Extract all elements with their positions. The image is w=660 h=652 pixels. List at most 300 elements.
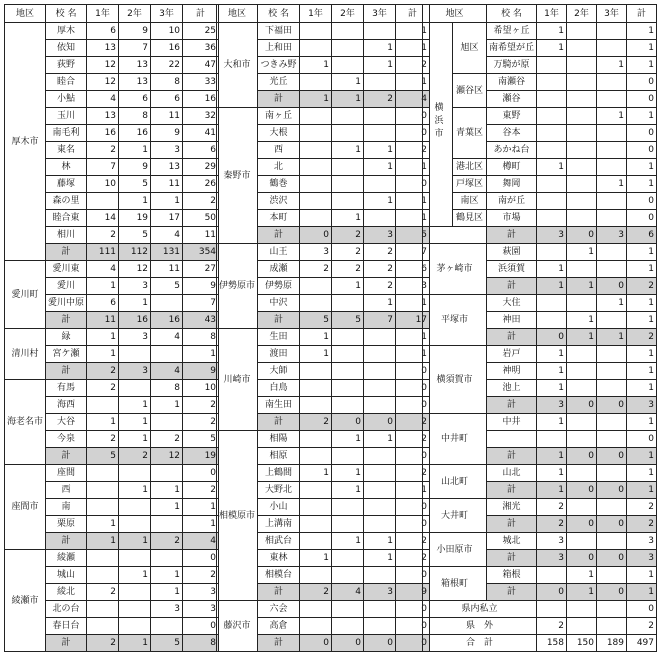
year1-cell: 0 (300, 635, 332, 652)
total-cell: 2 (396, 550, 430, 567)
year1-cell: 2 (87, 431, 119, 448)
year3-cell: 1 (151, 482, 183, 499)
year3-cell (364, 482, 396, 499)
year2-cell (332, 108, 364, 125)
total-cell: 0 (627, 125, 657, 142)
school-name-cell: 今泉 (46, 431, 87, 448)
year3-cell: 0 (597, 516, 627, 533)
year1-cell: 1 (537, 261, 567, 278)
year2-cell: 1 (332, 74, 364, 91)
year2-cell: 0 (567, 448, 597, 465)
year3-cell: 2 (364, 261, 396, 278)
ward-cell: 瀬谷区 (453, 74, 487, 108)
year2-cell: 1 (332, 431, 364, 448)
school-name-cell: 南が丘 (487, 193, 537, 210)
school-name-cell: 上鶴間 (258, 465, 300, 482)
school-name-cell: 万騎が原 (487, 57, 537, 74)
school-name-cell (487, 431, 537, 448)
year1-cell (87, 499, 119, 516)
year1-cell: 1 (300, 346, 332, 363)
school-name-cell: 六会 (258, 601, 300, 618)
header-year2: 2年 (119, 5, 151, 23)
school-name-cell: 計 (487, 482, 537, 499)
year2-cell (332, 295, 364, 312)
total-cell: 1 (396, 23, 430, 40)
year1-cell (300, 363, 332, 380)
year2-cell (567, 91, 597, 108)
table-row (217, 329, 430, 346)
year1-cell: 2 (537, 499, 567, 516)
total-cell: 6 (183, 142, 219, 159)
year1-cell: 2 (87, 142, 119, 159)
ward-cell: 青葉区 (453, 108, 487, 159)
region-cell: 小田原市 (423, 533, 487, 567)
year3-cell (364, 176, 396, 193)
year2-cell (119, 380, 151, 397)
year3-cell (151, 516, 183, 533)
total-cell: 1 (396, 295, 430, 312)
year3-cell: 3 (597, 227, 627, 244)
school-name-cell: 綾北 (46, 584, 87, 601)
school-name-cell: 南毛利 (46, 125, 87, 142)
year1-cell (300, 601, 332, 618)
header-year2: 2年 (567, 5, 597, 23)
region-cell (423, 227, 487, 244)
year1-cell: 2 (537, 618, 567, 635)
total-cell: 9 (396, 584, 430, 601)
year3-cell: 3 (364, 227, 396, 244)
total-cell: 0 (396, 516, 430, 533)
year2-cell: 5 (119, 176, 151, 193)
total-cell: 1 (183, 499, 219, 516)
year3-cell: 1 (364, 533, 396, 550)
school-name-cell: 計 (258, 312, 300, 329)
total-cell: 17 (396, 312, 430, 329)
year3-cell (597, 125, 627, 142)
year3-cell (597, 244, 627, 261)
school-name-cell: 緑 (46, 329, 87, 346)
year1-cell (300, 193, 332, 210)
table-row (423, 499, 657, 516)
year2-cell (567, 261, 597, 278)
region-cell: 山北町 (423, 465, 487, 499)
school-name-cell: 上和田 (258, 40, 300, 57)
total-cell: 1 (396, 329, 430, 346)
year2-cell (567, 414, 597, 431)
year1-cell: 1 (537, 448, 567, 465)
year3-cell: 4 (151, 227, 183, 244)
year2-cell: 2 (332, 261, 364, 278)
year1-cell (300, 176, 332, 193)
region-cell: 大井町 (423, 499, 487, 533)
total-cell: 1 (396, 74, 430, 91)
year3-cell (597, 142, 627, 159)
year2-cell (567, 346, 597, 363)
year2-cell: 16 (119, 312, 151, 329)
year1-cell: 0 (537, 329, 567, 346)
year1-cell: 111 (87, 244, 119, 261)
school-name-cell: 相原 (258, 448, 300, 465)
year2-cell: 16 (119, 125, 151, 142)
region-cell (423, 23, 453, 227)
year1-cell (537, 431, 567, 448)
year3-cell: 7 (364, 312, 396, 329)
year3-cell: 11 (151, 176, 183, 193)
year2-cell (567, 295, 597, 312)
school-name-cell: 下福田 (258, 23, 300, 40)
year2-cell (332, 329, 364, 346)
total-cell: 1 (183, 346, 219, 363)
total-cell: 41 (183, 125, 219, 142)
year2-cell: 2 (119, 448, 151, 465)
right-enrollment-table (422, 4, 657, 652)
year3-cell (364, 601, 396, 618)
school-name-cell: 計 (258, 635, 300, 652)
year3-cell (364, 499, 396, 516)
year3-cell (151, 346, 183, 363)
school-name-cell: 計 (46, 635, 87, 652)
year2-cell: 19 (119, 210, 151, 227)
year1-cell: 2 (87, 584, 119, 601)
year3-cell (597, 74, 627, 91)
year3-cell (151, 465, 183, 482)
year1-cell: 158 (537, 635, 567, 652)
total-cell: 3 (183, 584, 219, 601)
year3-cell: 2 (364, 244, 396, 261)
year3-cell: 11 (151, 261, 183, 278)
year2-cell (567, 465, 597, 482)
year1-cell (537, 108, 567, 125)
summary-row (423, 618, 657, 635)
year3-cell (151, 295, 183, 312)
year3-cell: 131 (151, 244, 183, 261)
year2-cell: 1 (332, 482, 364, 499)
total-cell: 4 (183, 533, 219, 550)
year1-cell (537, 567, 567, 584)
year2-cell (332, 125, 364, 142)
year1-cell: 5 (300, 312, 332, 329)
region-cell: 川崎市 (217, 329, 258, 431)
total-cell: 2 (183, 414, 219, 431)
year2-cell (332, 499, 364, 516)
school-name-cell: 東名 (46, 142, 87, 159)
year1-cell (300, 142, 332, 159)
school-name-cell: 西 (258, 142, 300, 159)
total-cell: 9 (183, 363, 219, 380)
year2-cell: 3 (119, 278, 151, 295)
total-cell: 5 (396, 227, 430, 244)
year1-cell (300, 74, 332, 91)
year1-cell: 2 (87, 227, 119, 244)
region-cell: 平塚市 (423, 295, 487, 346)
school-name-cell: 南瀬谷 (487, 74, 537, 91)
year2-cell (567, 363, 597, 380)
year3-cell: 5 (151, 278, 183, 295)
year1-cell (300, 278, 332, 295)
year3-cell: 1 (151, 584, 183, 601)
year1-cell (87, 397, 119, 414)
year3-cell: 16 (151, 312, 183, 329)
school-name-cell: 希望ヶ丘 (487, 23, 537, 40)
year3-cell: 1 (364, 295, 396, 312)
school-name-cell: 箱根 (487, 567, 537, 584)
year3-cell (597, 91, 627, 108)
total-cell: 0 (396, 380, 430, 397)
table-row (423, 74, 657, 91)
school-name-cell: 小山 (258, 499, 300, 516)
school-name-cell: 藤塚 (46, 176, 87, 193)
year1-cell: 2 (87, 380, 119, 397)
year3-cell (597, 210, 627, 227)
total-cell: 2 (396, 465, 430, 482)
total-cell: 1 (627, 482, 657, 499)
total-cell: 0 (396, 125, 430, 142)
year2-cell: 1 (332, 142, 364, 159)
year1-cell (537, 601, 567, 618)
year2-cell: 5 (119, 227, 151, 244)
year1-cell: 1 (537, 380, 567, 397)
year2-cell (332, 40, 364, 57)
year1-cell: 1 (300, 57, 332, 74)
year2-cell: 3 (119, 329, 151, 346)
year2-cell (332, 618, 364, 635)
year3-cell: 9 (151, 125, 183, 142)
year2-cell: 5 (332, 312, 364, 329)
year2-cell (332, 448, 364, 465)
year2-cell (567, 210, 597, 227)
school-name-cell: 相川 (46, 227, 87, 244)
year1-cell (537, 142, 567, 159)
total-cell: 0 (627, 91, 657, 108)
school-name-cell: 計 (258, 414, 300, 431)
school-name-cell: 森の里 (46, 193, 87, 210)
region-cell: 箱根町 (423, 567, 487, 601)
year2-cell (332, 57, 364, 74)
total-cell: 1 (627, 295, 657, 312)
year1-cell: 4 (87, 261, 119, 278)
total-cell: 497 (627, 635, 657, 652)
year2-cell: 7 (119, 40, 151, 57)
summary-label-cell: 県内私立 (423, 601, 537, 618)
year2-cell: 9 (119, 159, 151, 176)
school-name-cell: 計 (258, 584, 300, 601)
year2-cell: 0 (567, 227, 597, 244)
year2-cell (567, 40, 597, 57)
year2-cell (567, 159, 597, 176)
year2-cell (567, 431, 597, 448)
year2-cell (119, 516, 151, 533)
region-cell: 綾瀬市 (5, 550, 46, 652)
school-name-cell: 計 (487, 584, 537, 601)
school-name-cell: 南希望が丘 (487, 40, 537, 57)
total-cell: 25 (183, 23, 219, 40)
year3-cell (597, 567, 627, 584)
year3-cell (597, 414, 627, 431)
school-name-cell: 依知 (46, 40, 87, 57)
year2-cell (119, 346, 151, 363)
year3-cell: 3 (151, 142, 183, 159)
school-name-cell: 光丘 (258, 74, 300, 91)
year1-cell: 1 (537, 414, 567, 431)
header-total: 計 (396, 5, 430, 23)
ward-cell: 戸塚区 (453, 176, 487, 193)
table-row (423, 414, 657, 431)
year3-cell: 0 (364, 635, 396, 652)
year3-cell: 6 (151, 91, 183, 108)
table-row (423, 567, 657, 584)
school-name-cell: 東林 (258, 550, 300, 567)
school-name-cell: 神田 (487, 312, 537, 329)
year3-cell: 0 (597, 584, 627, 601)
table-row (5, 550, 219, 567)
total-cell: 0 (627, 210, 657, 227)
school-name-cell: 愛川中原 (46, 295, 87, 312)
school-name-cell: 計 (46, 312, 87, 329)
middle-enrollment-table (216, 4, 430, 652)
table-row (423, 176, 657, 193)
school-name-cell: 有馬 (46, 380, 87, 397)
year3-cell (597, 499, 627, 516)
table-row (217, 431, 430, 448)
total-cell: 3 (627, 533, 657, 550)
year1-cell: 2 (300, 261, 332, 278)
year2-cell (567, 193, 597, 210)
year1-cell: 7 (87, 159, 119, 176)
school-name-cell: 生田 (258, 329, 300, 346)
summary-label-cell: 合 計 (423, 635, 537, 652)
table-row (5, 380, 219, 397)
school-name-cell: 綾瀬 (46, 550, 87, 567)
year1-cell (537, 74, 567, 91)
year3-cell (597, 533, 627, 550)
year1-cell: 1 (537, 40, 567, 57)
total-cell: 2 (627, 499, 657, 516)
total-cell: 29 (183, 159, 219, 176)
year2-cell (567, 601, 597, 618)
year1-cell: 1 (300, 329, 332, 346)
total-cell: 1 (627, 380, 657, 397)
total-cell: 0 (627, 74, 657, 91)
ward-cell: 旭区 (453, 23, 487, 74)
year2-cell: 1 (119, 295, 151, 312)
subtotal-row (423, 227, 657, 244)
total-cell: 50 (183, 210, 219, 227)
region-cell: 厚木市 (5, 23, 46, 261)
year2-cell: 0 (567, 516, 597, 533)
year3-cell: 2 (364, 91, 396, 108)
year3-cell (364, 380, 396, 397)
school-name-cell: 玉川 (46, 108, 87, 125)
year3-cell (364, 23, 396, 40)
table-row (423, 210, 657, 227)
header-year2: 2年 (332, 5, 364, 23)
table-row (423, 244, 657, 261)
year1-cell (537, 295, 567, 312)
year1-cell (300, 499, 332, 516)
year3-cell: 1 (597, 329, 627, 346)
table-row (423, 23, 657, 40)
school-name-cell: 市場 (487, 210, 537, 227)
year1-cell (537, 244, 567, 261)
year2-cell (332, 159, 364, 176)
school-name-cell: 瀬谷 (487, 91, 537, 108)
table-row (217, 108, 430, 125)
year1-cell (87, 193, 119, 210)
region-cell: 大和市 (217, 23, 258, 108)
school-name-cell: 愛川東 (46, 261, 87, 278)
table-row (423, 193, 657, 210)
year2-cell (332, 176, 364, 193)
year1-cell (300, 210, 332, 227)
total-cell: 1 (627, 261, 657, 278)
table-row (5, 23, 219, 40)
school-name-cell: あかね台 (487, 142, 537, 159)
total-cell: 6 (627, 227, 657, 244)
school-name-cell: 計 (258, 227, 300, 244)
school-name-cell: 中井 (487, 414, 537, 431)
school-name-cell: 春日台 (46, 618, 87, 635)
header-row (423, 5, 657, 23)
school-name-cell: 渡田 (258, 346, 300, 363)
total-cell: 0 (396, 108, 430, 125)
year3-cell (597, 431, 627, 448)
year2-cell (332, 397, 364, 414)
year3-cell: 10 (151, 23, 183, 40)
school-name-cell: 池上 (487, 380, 537, 397)
header-year1: 1年 (300, 5, 332, 23)
year2-cell: 1 (567, 329, 597, 346)
total-cell: 10 (183, 380, 219, 397)
year2-cell: 8 (119, 108, 151, 125)
left-enrollment-table (4, 4, 219, 652)
total-cell: 7 (183, 295, 219, 312)
year1-cell: 4 (87, 91, 119, 108)
total-cell: 32 (183, 108, 219, 125)
year2-cell: 2 (332, 244, 364, 261)
ward-cell: 港北区 (453, 159, 487, 176)
year3-cell: 16 (151, 40, 183, 57)
total-cell: 9 (183, 278, 219, 295)
total-cell: 1 (396, 159, 430, 176)
year1-cell (300, 448, 332, 465)
school-name-cell: 相武台 (258, 533, 300, 550)
total-cell: 1 (627, 363, 657, 380)
year3-cell (151, 550, 183, 567)
year2-cell: 1 (332, 210, 364, 227)
school-name-cell: 計 (46, 533, 87, 550)
total-cell: 1 (627, 567, 657, 584)
school-name-cell: 萩園 (487, 244, 537, 261)
year2-cell: 0 (567, 482, 597, 499)
year1-cell: 0 (300, 227, 332, 244)
total-cell: 2 (183, 397, 219, 414)
year3-cell: 13 (151, 159, 183, 176)
year3-cell: 1 (364, 142, 396, 159)
header-row (5, 5, 219, 23)
total-cell: 43 (183, 312, 219, 329)
year2-cell (332, 23, 364, 40)
year2-cell: 2 (332, 227, 364, 244)
total-cell: 0 (627, 193, 657, 210)
year2-cell: 1 (567, 244, 597, 261)
year3-cell: 2 (151, 533, 183, 550)
year1-cell (300, 295, 332, 312)
year3-cell: 2 (151, 431, 183, 448)
year1-cell (537, 125, 567, 142)
year2-cell (567, 57, 597, 74)
year1-cell (87, 482, 119, 499)
year3-cell (364, 397, 396, 414)
